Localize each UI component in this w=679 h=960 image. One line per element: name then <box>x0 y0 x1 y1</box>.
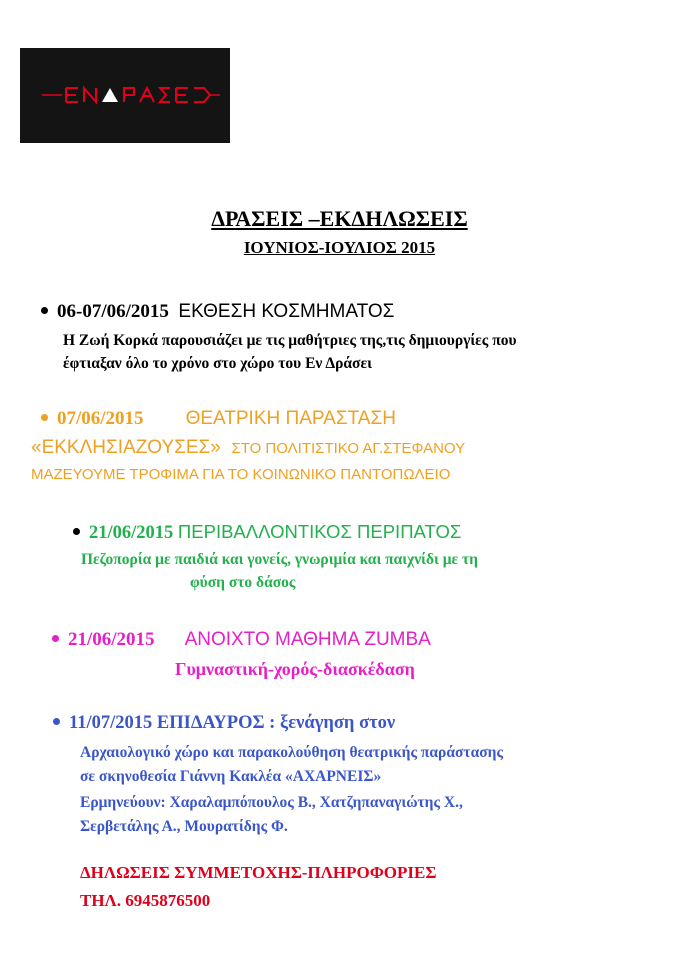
bullet-icon <box>53 718 60 725</box>
event-2-play-line <box>31 437 465 459</box>
event-5-name: ΕΠΙΔΑΥΡΟΣ : ξενάγηση στον <box>156 713 396 733</box>
event-2-venue: ΣΤΟ ΠΟΛΙΤΙΣΤΙΚΟ ΑΓ.ΣΤΕΦΑΝΟΥ <box>231 440 466 457</box>
event-2-name: ΘΕΑΤΡΙΚΗ ΠΑΡΑΣΤΑΣΗ <box>185 408 396 429</box>
event-1-desc-line-1: Η Ζωή Κορκά παρουσιάζει με τις μαθήτριες της,τις δημιουργίες που <box>63 332 517 349</box>
event-5-desc-line-2: σε σκηνοθεσία Γιάννη Κακλέα «ΑΧΑΡΝΕΙΣ» <box>80 768 382 785</box>
event-5-date: 11/07/2015 <box>69 713 153 733</box>
event-2-heading <box>41 408 396 430</box>
bullet-icon <box>41 414 48 421</box>
contact-phone: ΤΗΛ. 6945876500 <box>80 891 211 910</box>
event-5-desc-line-4: Σερβετάλης Α., Μουρατίδης Φ. <box>80 818 288 835</box>
event-5-desc-line-1: Αρχαιολογικό χώρο και παρακολούθηση θεατρικής παράστασης <box>80 744 503 761</box>
bullet-icon <box>41 307 48 314</box>
event-2-play-title: «ΕΚΚΛΗΣΙΑΖΟΥΣΕΣ» <box>31 437 221 458</box>
event-5-desc-line-3: Ερμηνεύουν: Χαραλαμπόπουλος Β., Χατζηπαναγιώτης Χ., <box>80 794 463 811</box>
event-4-heading <box>52 629 431 651</box>
event-4-date: 21/06/2015 <box>68 629 155 650</box>
event-1-desc-line-2: έφτιαξαν όλο το χρόνο στο χώρο του Εν Δράσει <box>63 355 372 372</box>
page-subtitle: ΙΟΥΝΙΟΣ-ΙΟΥΛΙΟΣ 2015 <box>243 238 436 257</box>
event-3-desc-line-2: φύση στο δάσος <box>190 574 296 591</box>
event-5-heading <box>53 713 395 734</box>
event-2-date: 07/06/2015 <box>57 408 144 429</box>
logo <box>20 48 230 143</box>
event-1-date: 06-07/06/2015 <box>57 301 169 322</box>
event-1-name: ΕΚΘΕΣΗ ΚΟΣΜΗΜΑΤΟΣ <box>178 301 395 322</box>
event-4-desc-line-1: Γυμναστική-χορός-διασκέδαση <box>175 659 415 679</box>
bullet-icon <box>52 635 59 642</box>
event-1-heading <box>41 301 394 323</box>
logo-graphic <box>20 48 230 143</box>
event-2-desc-line-1: ΜΑΖΕΥΟΥΜΕ ΤΡΟΦΙΜΑ ΓΙΑ ΤΟ ΚΟΙΝΩΝΙΚΟ ΠΑΝΤΟΠΩΛΕΙΟ <box>31 466 451 483</box>
event-3-date: 21/06/2015 <box>89 523 174 543</box>
event-3-desc-line-1: Πεζοπορία με παιδιά και γονείς, γνωριμία και παιχνίδι με τη <box>81 551 478 568</box>
bullet-icon <box>73 528 80 535</box>
contact-label: ΔΗΛΩΣΕΙΣ ΣΥΜΜΕΤΟΧΗΣ-ΠΛΗΡΟΦΟΡΙΕΣ <box>80 863 437 882</box>
page-title: ΔΡΑΣΕΙΣ –ΕΚΔΗΛΩΣΕΙΣ <box>211 206 468 231</box>
event-3-name: ΠΕΡΙΒΑΛΛΟΝΤΙΚΟΣ ΠΕΡΙΠΑΤΟΣ <box>177 521 462 542</box>
event-3-heading <box>73 521 461 544</box>
event-4-name: ΑΝΟΙΧΤΟ ΜΑΘΗΜΑ ZUMBA <box>184 629 431 650</box>
